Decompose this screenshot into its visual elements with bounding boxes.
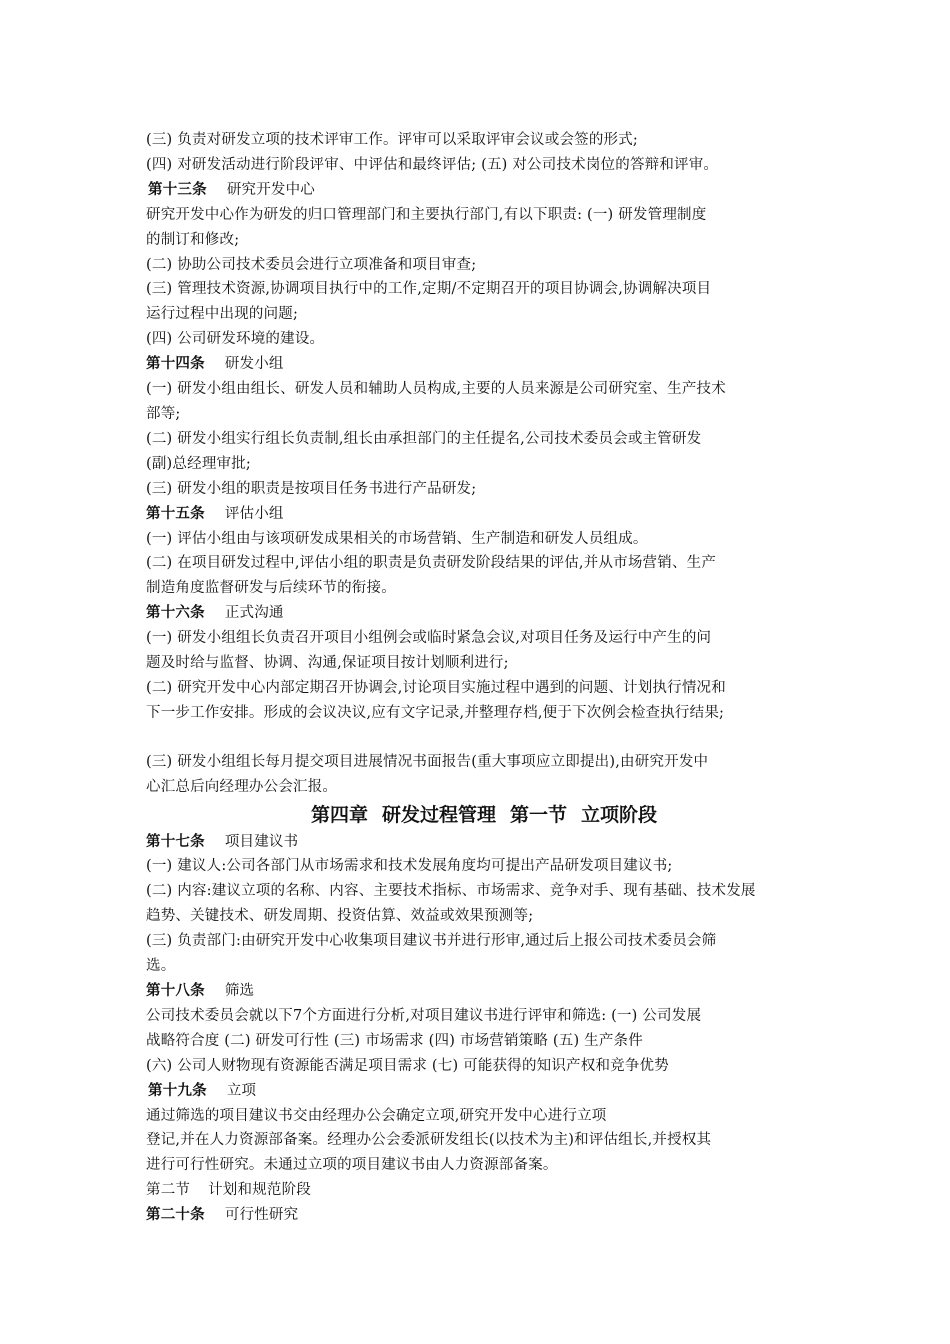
text-line: (二) 研发小组实行组长负责制,组长由承担部门的主任提名,公司技术委员会或主管研发 — [146, 430, 702, 447]
text-line: (六) 公司人财物现有资源能否满足项目需求 (七) 可能获得的知识产权和竞争优势 — [146, 1057, 669, 1074]
text-line: 趋势、关键技术、研发周期、投资估算、效益或效果预测等; — [146, 908, 534, 925]
text-line: (二) 内容:建议立项的名称、内容、主要技术指标、市场需求、竞争对手、现有基础、技术发展 — [146, 883, 756, 900]
article-heading — [146, 601, 822, 626]
article-heading — [146, 1079, 822, 1104]
text-line: 运行过程中出现的问题; — [146, 306, 299, 323]
text-line: (一) 研发小组组长负责召开项目小组例会或临时紧急会议,对项目任务及运行中产生的问 — [146, 630, 712, 647]
blank-line — [146, 726, 822, 750]
text-line: 制造角度监督研发与后续环节的衔接。 — [146, 580, 396, 597]
text-line: (三) 负责对研发立项的技术评审工作。评审可以采取评审会议或会签的形式; — [146, 132, 639, 148]
article-number: 第十三条 — [148, 180, 207, 198]
text-line: 登记,并在人力资源部备案。经理办公会委派研发组长(以技术为主)和评估组长,并授权其 — [146, 1132, 712, 1149]
article-title: 评估小组 — [224, 505, 284, 522]
chapter-title: 研发过程管理 — [381, 803, 496, 826]
text-line: (三) 负责部门:由研究开发中心收集项目建议书并进行形审,通过后上报公司技术委员会筛 — [146, 933, 717, 950]
article-heading — [146, 178, 822, 203]
article-number: 第十五条 — [146, 504, 205, 522]
text-line: 进行可行性研究。未通过立项的项目建议书由人力资源部备案。 — [146, 1157, 558, 1174]
text-line: (三) 研发小组组长每月提交项目进展情况书面报告(重大事项应立即提出),由研究开发中 — [146, 753, 709, 770]
article-title: 可行性研究 — [224, 1207, 299, 1224]
article-title: 筛选 — [224, 983, 255, 999]
text-line: 选。 — [146, 958, 176, 975]
text-line: (一) 建议人:公司各部门从市场需求和技术发展角度均可提出产品研发项目建议书; — [146, 858, 673, 875]
text-line: (二) 协助公司技术委员会进行立项准备和项目审查; — [146, 256, 477, 273]
chapter-number: 第四章 — [310, 803, 368, 826]
article-title: 研发小组 — [224, 356, 284, 373]
text-line: 心汇总后向经理办公会汇报。 — [146, 778, 338, 795]
text-line: (四) 对研发活动进行阶段评审、中评估和最终评估; (五) 对公司技术岗位的答辩和评审。 — [146, 156, 719, 173]
article-heading — [146, 979, 822, 1004]
section-heading — [146, 1178, 822, 1203]
text-line: (副)总经理审批; — [146, 455, 251, 472]
chapter-heading — [146, 800, 822, 830]
section-title: 计划和规范阶段 — [208, 1182, 312, 1199]
article-number: 第二十条 — [146, 1206, 205, 1224]
article-number: 第十九条 — [148, 1081, 207, 1099]
text-line: 部等; — [146, 405, 181, 422]
text-line: (一) 评估小组由与该项研发成果相关的市场营销、生产制造和研发人员组成。 — [146, 530, 648, 547]
article-heading — [146, 352, 822, 377]
article-number: 第十四条 — [146, 355, 205, 373]
text-line: 通过筛选的项目建议书交由经理办公会确定立项,研究开发中心进行立项 — [146, 1107, 607, 1124]
section-title: 立项阶段 — [581, 803, 658, 826]
text-line: (四) 公司研发环境的建设。 — [146, 331, 325, 348]
section-number: 第二节 — [146, 1182, 191, 1199]
text-line: (三) 研发小组的职责是按项目任务书进行产品研发; — [146, 480, 477, 497]
article-number: 第十六条 — [146, 604, 205, 622]
text-line: 研究开发中心作为研发的归口管理部门和主要执行部门,有以下职责: (一) 研发管理制度 — [146, 206, 707, 223]
article-number: 第十八条 — [146, 982, 205, 999]
text-line: (二) 在项目研发过程中,评估小组的职责是负责研发阶段结果的评估,并从市场营销、生产 — [146, 555, 717, 572]
text-line: (二) 研究开发中心内部定期召开协调会,讨论项目实施过程中遇到的问题、计划执行情况和 — [146, 679, 726, 696]
text-line: 的制订和修改; — [146, 231, 240, 248]
article-heading — [146, 1203, 822, 1228]
text-line: 下一步工作安排。形成的会议决议,应有文字记录,并整理存档,便于下次例会检查执行结果; — [146, 704, 725, 721]
text-line: (一) 研发小组由组长、研发人员和辅助人员构成,主要的人员来源是公司研究室、生产技术 — [146, 381, 726, 398]
article-title: 项目建议书 — [224, 833, 299, 850]
article-title: 立项 — [226, 1082, 257, 1099]
text-line: (三) 管理技术资源,协调项目执行中的工作,定期/不定期召开的项目协调会,协调解决项目 — [146, 281, 712, 298]
article-heading — [146, 830, 822, 855]
text-line: 战略符合度 (二) 研发可行性 (三) 市场需求 (四) 市场营销策略 (五) 生产条件 — [146, 1032, 643, 1049]
article-number: 第十七条 — [146, 832, 205, 850]
text-line: 题及时给与监督、协调、沟通,保证项目按计划顺利进行; — [146, 655, 509, 672]
article-heading — [146, 502, 822, 527]
text-line: 公司技术委员会就以下7个方面进行分析,对项目建议书进行评审和筛选: (一) 公司发展 — [146, 1007, 702, 1024]
article-title: 研究开发中心 — [226, 181, 316, 198]
article-title: 正式沟通 — [224, 605, 284, 622]
section-number: 第一节 — [510, 803, 568, 826]
